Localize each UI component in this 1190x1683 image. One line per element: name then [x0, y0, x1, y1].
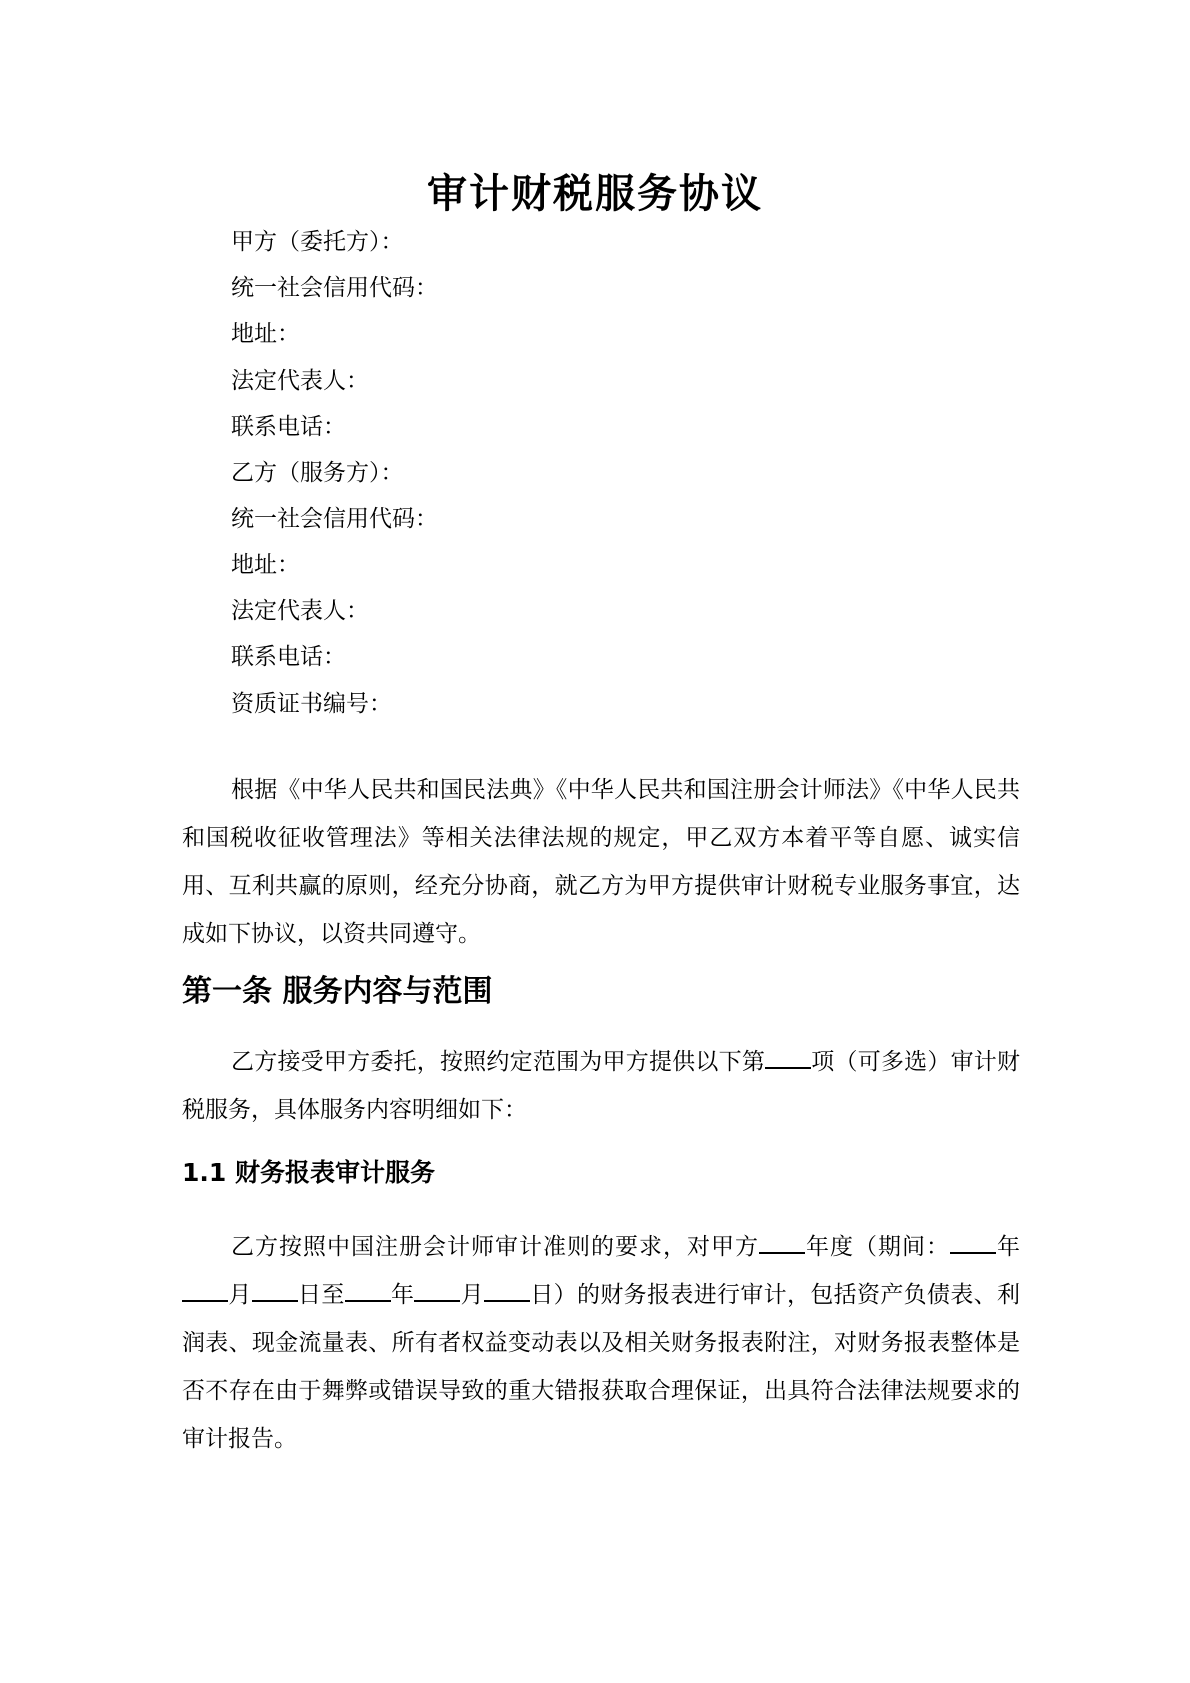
- end-month-blank[interactable]: [414, 1280, 460, 1302]
- s11-text-3: 年: [996, 1234, 1020, 1260]
- start-day-blank[interactable]: [252, 1280, 298, 1302]
- document-title: 审计财税服务协议: [427, 171, 763, 217]
- article-1-intro-text-b: 项（可多选）审计财税服务，具体服务内容明细如下：: [182, 1049, 1020, 1123]
- preamble-paragraph: 根据《中华人民共和国民法典》《中华人民共和国注册会计师法》《中华人民共和国税收征收管理法》等相关法律法规的规定，甲乙双方本着平等自愿、诚实信用、互利共赢的原则，经充分协商，就乙方为甲方提供审计财税专业服务事宜，达成如下协议，以资共同遵守。: [182, 777, 1020, 947]
- end-year-blank[interactable]: [345, 1280, 391, 1302]
- party-a-label: 甲方（委托方）：: [231, 229, 404, 255]
- party-b-label: 乙方（服务方）：: [231, 460, 404, 486]
- audit-year-blank[interactable]: [759, 1232, 805, 1254]
- s11-text-7: 月: [460, 1282, 485, 1308]
- s11-text-6: 年: [390, 1282, 415, 1308]
- party-b-qualification: 资质证书编号：: [231, 691, 392, 717]
- section-1-1-paragraph: [182, 1223, 1020, 1463]
- s11-text-1: 乙方按照中国注册会计师审计准则的要求，对甲方: [231, 1234, 759, 1260]
- party-a-credit-code: 统一社会信用代码：: [231, 275, 438, 301]
- party-a-address: 地址：: [231, 321, 300, 347]
- party-a-legal-rep: 法定代表人：: [231, 368, 369, 394]
- end-day-blank[interactable]: [484, 1280, 530, 1302]
- party-b-credit-code: 统一社会信用代码：: [231, 506, 438, 532]
- article-1-intro: [182, 1038, 1020, 1134]
- party-b-phone: 联系电话：: [231, 644, 346, 670]
- start-month-blank[interactable]: [182, 1280, 228, 1302]
- s11-text-5: 日至: [297, 1282, 345, 1308]
- s11-text-2: 年度（期间：: [805, 1234, 950, 1260]
- article-1-intro-text-a: 乙方接受甲方委托，按照约定范围为甲方提供以下第: [231, 1049, 766, 1075]
- party-a-phone: 联系电话：: [231, 414, 346, 440]
- s11-text-4: 月: [228, 1282, 252, 1308]
- item-number-blank[interactable]: [765, 1047, 811, 1069]
- article-1-heading: 第一条 服务内容与范围: [182, 974, 493, 1009]
- s11-text-8: 日）的财务报表进行审计，包括资产负债表、利润表、现金流量表、所有者权益变动表以及相关财务报表附注，对财务报表整体是否不存在由于舞弊或错误导致的重大错报获取合理保证，出具符合法律法规要求的审计报告。: [182, 1282, 1021, 1452]
- party-b-legal-rep: 法定代表人：: [231, 598, 369, 624]
- party-b-address: 地址：: [231, 552, 300, 578]
- start-year-blank[interactable]: [950, 1232, 996, 1254]
- section-1-1-heading: 1.1 财务报表审计服务: [182, 1158, 435, 1187]
